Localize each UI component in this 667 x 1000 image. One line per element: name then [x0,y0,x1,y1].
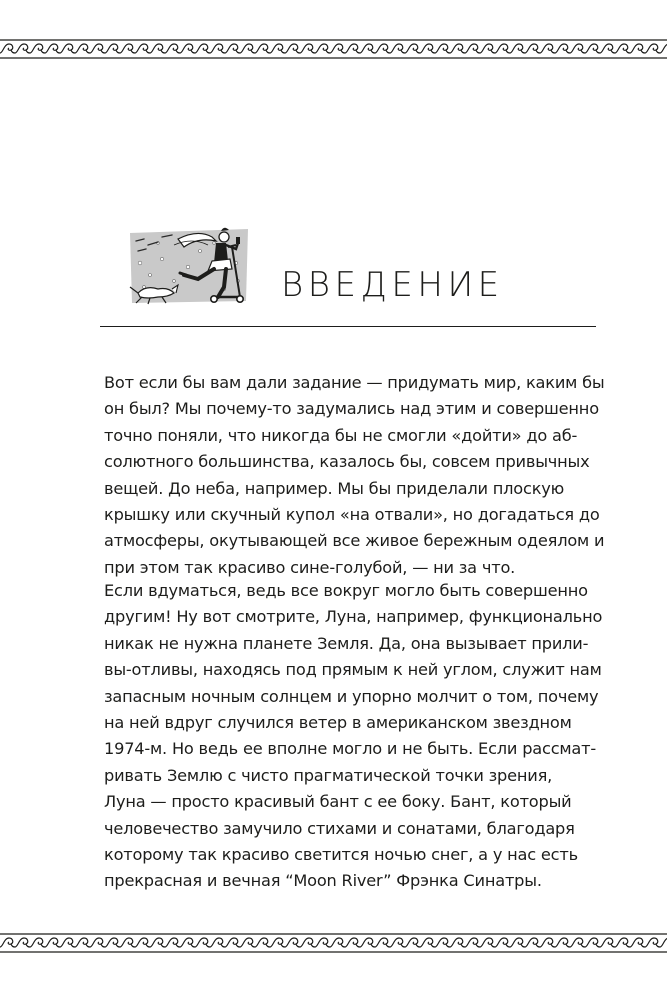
text-line: которому так красиво светится ночью снег, а у нас есть [104,845,578,865]
title-divider [100,326,596,327]
text-line: Вот если бы вам дали задание — придумать мир, каким бы [104,373,605,392]
runner-with-scarf-on-scooter-chasing-dog-icon [128,223,250,309]
greek-wave-border-icon [0,38,667,60]
greek-wave-border-icon [0,932,667,954]
text-line: вещей. До неба, например. Мы бы приделали плоскую [104,478,565,498]
text-line: вы-отливы, находясь под прямым к ней углом, служит нам [104,660,602,680]
text-line: атмосферы, окутывающей все живое бережным одеялом и [104,531,605,551]
paragraph [104,578,603,895]
chapter-title: ВВЕДЕНИЕ [281,265,504,305]
paragraph [104,370,605,581]
text-line: никак не нужна планете Земля. Да, она вызывает прили- [104,633,589,653]
text-line: при этом так красиво сине-голубой, — ни за что. [104,557,516,577]
text-line: Луна — просто красивый бант с ее боку. Бант, который [104,792,572,812]
text-line: на ней вдруг случился ветер в американском звездном [104,713,572,733]
text-line: Если вдуматься, ведь все вокруг могло быть совершенно [104,581,588,600]
text-line: запасным ночным солнцем и упорно молчит о том, почему [104,686,599,706]
text-line: 1974-м. Но ведь ее вполне могло и не быть. Если рассмат- [104,739,596,759]
text-line: прекрасная и вечная “Moon River” Фрэнка Синатры. [104,871,542,891]
text-line: крышку или скучный купол «на отвали», но догадаться до [104,505,600,525]
text-line: другим! Ну вот смотрите, Луна, например, функционально [104,607,603,627]
text-line: солютного большинства, казалось бы, совсем привычных [104,452,590,472]
text-line: он был? Мы почему-то задумались над этим и совершенно [104,399,599,419]
text-line: ривать Землю с чисто прагматической точки зрения, [104,765,553,785]
text-line: человечество замучило стихами и сонатами, благодаря [104,818,575,838]
text-line: точно поняли, что никогда бы не смогли «дойти» до аб- [104,425,578,445]
